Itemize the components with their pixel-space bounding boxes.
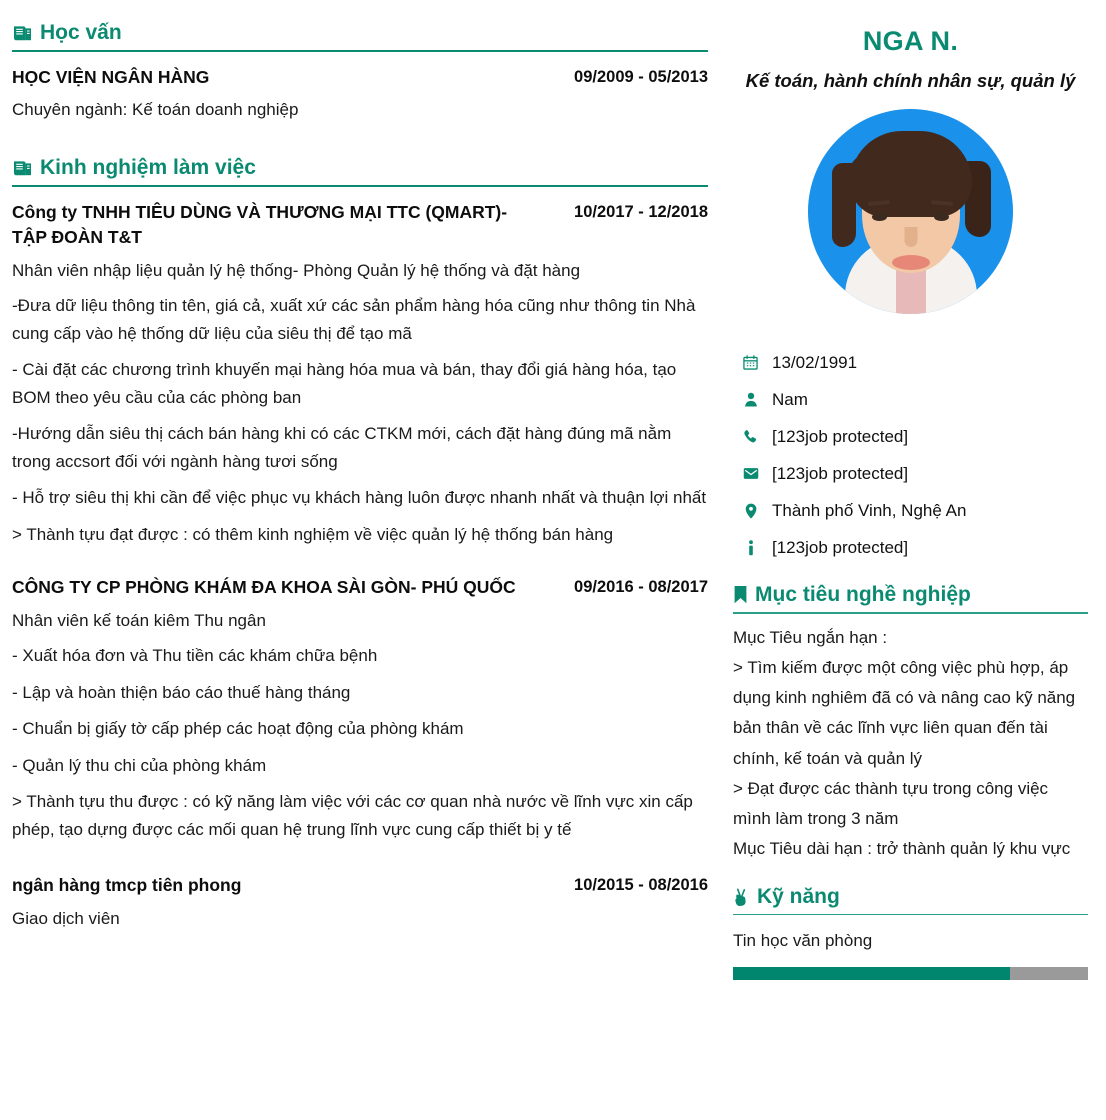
experience-bullet: - Cài đặt các chương trình khuyến mại hàng hóa mua và bán, thay đổi giá hàng hóa, tạo BOM theo yêu cầu của các phòng ban	[12, 360, 677, 407]
education-major: Chuyên ngành: Kế toán doanh nghiệp	[12, 100, 299, 120]
section-objective	[733, 566, 1088, 865]
user-icon	[742, 392, 759, 407]
experience-bullet: - Quản lý thu chi của phòng khám	[12, 755, 267, 775]
experience-bullet: > Thành tựu đạt được : có thêm kinh nghiệm về việc quản lý hệ thống bán hàng	[12, 524, 614, 544]
education-heading	[12, 0, 708, 47]
contact-row-info[interactable]	[733, 529, 1088, 566]
experience-date: 10/2017 - 12/2018	[574, 202, 708, 221]
book-icon	[12, 24, 33, 43]
experience-heading	[12, 123, 708, 182]
skills-heading	[733, 886, 1088, 911]
skill-progress-fill	[733, 967, 1010, 980]
victory-hand-icon	[733, 888, 750, 907]
contact-value: Nam	[772, 390, 808, 409]
objective-heading-label: Mục tiêu nghề nghiệp	[755, 583, 971, 606]
experience-date: 10/2015 - 08/2016	[574, 876, 708, 895]
cv-right-column	[720, 0, 1106, 1120]
experience-bullets	[12, 642, 708, 843]
contact-list	[733, 314, 1088, 566]
experience-bullet: - Xuất hóa đơn và Thu tiền các khám chữa bệnh	[12, 646, 378, 666]
bookmark-icon	[733, 585, 748, 605]
experience-bullet: - Hỗ trợ siêu thị khi cần để việc phục vụ khách hàng luôn được nhanh nhất và thuận lợi nhất	[12, 488, 707, 508]
info-icon	[742, 540, 759, 556]
avatar	[808, 109, 1013, 314]
education-school: HỌC VIỆN NGÂN HÀNG	[12, 67, 210, 87]
calendar-icon	[742, 355, 759, 370]
objective-line: > Tìm kiếm được một công việc phù hợp, áp dụng kinh nghiêm đã có và nâng cao kỹ năng bản thân về các lĩnh vực liên quan đến tài chính, kế toán và quản lý	[733, 657, 1076, 768]
skills-heading-label: Kỹ năng	[757, 884, 840, 908]
contact-row-phone[interactable]	[733, 418, 1088, 455]
photo-wrapper	[733, 92, 1088, 314]
section-skills	[733, 865, 1088, 980]
contact-value: [123job protected]	[772, 538, 909, 557]
experience-role: Nhân viên nhập liệu quản lý hệ thống- Phòng Quản lý hệ thống và đặt hàng	[12, 260, 581, 280]
education-date: 09/2009 - 05/2013	[574, 68, 708, 86]
candidate-name: NGA N.	[862, 26, 959, 56]
experience-company: CÔNG TY CP PHÒNG KHÁM ĐA KHOA SÀI GÒN- PHÚ QUỐC	[12, 577, 516, 598]
experience-role: Nhân viên kế toán kiêm Thu ngân	[12, 610, 266, 630]
experience-company: ngân hàng tmcp tiên phong	[12, 875, 242, 896]
experience-entry	[12, 548, 708, 843]
experience-heading-label: Kinh nghiệm làm việc	[40, 155, 256, 179]
experience-bullets	[12, 292, 708, 548]
objective-heading	[733, 584, 1088, 609]
experience-entry	[12, 187, 708, 549]
objective-line: Mục Tiêu ngắn hạn :	[733, 627, 888, 647]
contact-row-birthday	[733, 344, 1088, 381]
section-experience	[12, 123, 708, 931]
experience-bullet: > Thành tựu thu được : có kỹ năng làm việc với các cơ quan nhà nước về lĩnh vực xin cấp phép, tạo dựng được các mối quan hệ trung lĩnh vực cung cấp thiết bị y tế	[12, 792, 693, 839]
objective-body	[733, 614, 1088, 865]
phone-icon	[742, 429, 759, 444]
experience-entry	[12, 843, 708, 931]
education-entry	[12, 52, 708, 123]
education-heading-label: Học vấn	[40, 21, 122, 44]
contact-row-email[interactable]	[733, 455, 1088, 492]
experience-date: 09/2016 - 08/2017	[574, 578, 708, 597]
contact-value: Thành phố Vinh, Nghệ An	[772, 501, 967, 520]
objective-line: > Đạt được các thành tựu trong công việc mình làm trong 3 năm	[733, 778, 1049, 828]
section-education	[12, 0, 708, 123]
location-pin-icon	[742, 503, 759, 519]
experience-company: Công ty TNHH TIÊU DÙNG VÀ THƯƠNG MẠI TTC (QMART)- TẬP ĐOÀN T&T	[12, 201, 508, 248]
experience-bullet: - Lập và hoàn thiện báo cáo thuế hàng tháng	[12, 682, 351, 702]
contact-value: [123job protected]	[772, 427, 909, 446]
candidate-headline: Kế toán, hành chính nhân sự, quản lý	[745, 70, 1076, 91]
experience-bullet: -Hướng dẫn siêu thị cách bán hàng khi có các CTKM mới, cách đặt hàng đúng mã nằm trong accsort đối với ngành hàng tươi sống	[12, 424, 672, 471]
envelope-icon	[742, 467, 759, 480]
book-icon	[12, 159, 33, 178]
skill-progress-track	[733, 967, 1088, 980]
contact-value: [123job protected]	[772, 464, 909, 483]
objective-line: Mục Tiêu dài hạn : trở thành quản lý khu vực	[733, 839, 1071, 859]
experience-role: Giao dịch viên	[12, 908, 120, 928]
skill-label: Tin học văn phòng	[733, 931, 873, 950]
skill-item	[733, 915, 1088, 980]
experience-bullet: - Chuẩn bị giấy tờ cấp phép các hoạt động của phòng khám	[12, 719, 464, 739]
experience-bullet: -Đưa dữ liệu thông tin tên, giá cả, xuất xứ các sản phẩm hàng hóa cũng như thông tin Nhà cung cấp vào hệ thống dữ liệu của siêu thị để tạo mã	[12, 296, 696, 343]
contact-row-location	[733, 492, 1088, 529]
contact-row-gender	[733, 381, 1088, 418]
contact-value: 13/02/1991	[772, 353, 858, 372]
